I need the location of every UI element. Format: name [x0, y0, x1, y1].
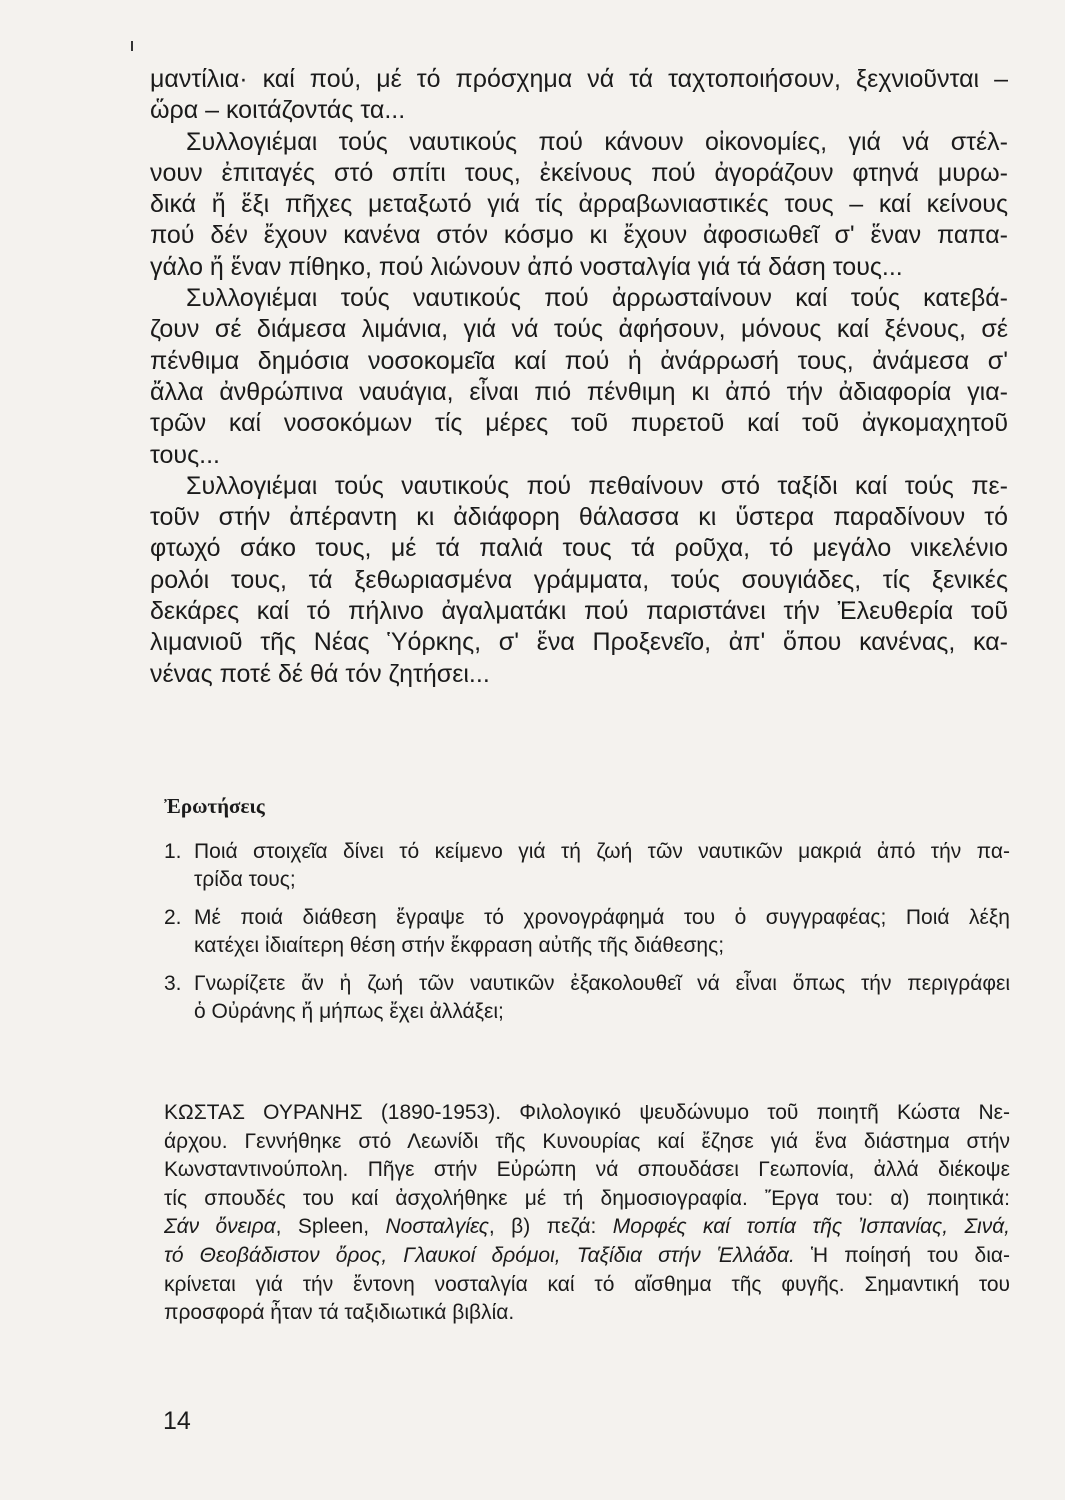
question-line: Μέ ποιά διάθεση ἔγραψε τό χρονογράφημά του ὁ συγγραφέας; Ποιά λέξη: [194, 906, 1010, 929]
question-number: 2.: [164, 906, 182, 929]
text-line: γάλο ἤ ἕναν πίθηκο, πού λιώνουν ἀπό νοσταλγία γιά τά δάση τους...: [150, 252, 903, 281]
text-line: τρῶν καί νοσοκόμων τίς μέρες τοῦ πυρετοῦ καί τοῦ ἀγκομαχητοῦ: [150, 409, 1008, 438]
work-title: Spleen: [297, 1215, 364, 1239]
margin-mark: [131, 41, 133, 51]
text-line: νουν ἐπιταγές στό σπίτι τους, ἐκείνους πού ἀγοράζουν φτηνά μυρω-: [150, 158, 1008, 187]
text-line: Συλλογιέμαι τούς ναυτικούς πού πεθαίνουν στό ταξίδι καί τούς πε-: [186, 471, 1008, 500]
bio-line: [164, 1213, 1010, 1242]
question-line: Γνωρίζετε ἄν ἡ ζωή τῶν ναυτικῶν ἐξακολουθεῖ νά εἶναι ὅπως τήν περιγράφει: [194, 972, 1010, 995]
bio-line: άρχου. Γεννήθηκε στό Λεωνίδι τῆς Κυνουρίας καί ἔζησε γιά ἕνα διάστημα στήν: [164, 1129, 1010, 1153]
question-line: τρίδα τους;: [194, 868, 296, 891]
bio-text: , β) πεζά:: [488, 1215, 613, 1239]
text-line: τους...: [150, 440, 220, 469]
separator: ,: [363, 1215, 386, 1239]
bio-text: Ἡ ποίησή του δια-: [794, 1243, 1010, 1267]
page-number: 14: [163, 1407, 191, 1435]
question-number: 3.: [164, 972, 182, 995]
bio-line: προσφορά ἦταν τά ταξιδιωτικά βιβλία.: [164, 1301, 515, 1325]
text-line: Συλλογιέμαι τούς ναυτικούς πού ἀρρωσταίνουν καί τούς κατεβά-: [186, 284, 1008, 313]
question-line: ὁ Οὐράνης ἤ μήπως ἔχει ἀλλάξει;: [194, 1000, 504, 1023]
bio-line: ΚΩΣΤΑΣ ΟΥΡΑΝΗΣ (1890-1953). Φιλολογικό ψευδώνυμο τοῦ ποιητῆ Κώστα Νε-: [164, 1101, 1010, 1124]
bio-line: κρίνεται γιά τήν ἔντονη νοσταλγία καί τό αἴσθημα τῆς φυγῆς. Σημαντική του: [164, 1272, 1010, 1296]
text-line: μαντίλια· καί πού, μέ τό πρόσχημα νά τά ταχτοποιήσουν, ξεχνιοῦνται –: [150, 65, 1008, 93]
text-line: φτωχό σάκο τους, μέ τά παλιά τους τά ροῦχα, τό μεγάλο νικελένιο: [150, 534, 1008, 563]
text-line: ζουν σέ διάμεσα λιμάνια, γιά νά τούς ἀφήσουν, μόνους καί ξένους, σέ: [150, 315, 1008, 344]
main-text: [150, 64, 1008, 690]
text-line: δεκάρες καί τό πήλινο ἀγαλματάκι πού παριστάνει τήν Ἐλευθερία τοῦ: [150, 597, 1008, 626]
work-title: Σάν ὄνειρα: [164, 1215, 276, 1239]
text-line: πού δέν ἔχουν κανένα στόν κόσμο κι ἔχουν ἀφοσιωθεῖ σ' ἕναν παπα-: [150, 221, 1008, 250]
bio-line: τίς σπουδές του καί ἀσχολήθηκε μέ τή δημοσιογραφία. Ἔργα του: α) ποιητικά:: [164, 1186, 1010, 1210]
separator: ,: [275, 1215, 298, 1239]
question-item: [164, 970, 1010, 1026]
question-line: κατέχει ἰδιαίτερη θέση στήν ἔκφραση αὐτῆς τῆς διάθεσης;: [194, 934, 725, 957]
questions-heading: Ἐρωτήσεις: [164, 794, 265, 818]
work-title: Νοσταλγίες: [385, 1215, 489, 1239]
author-bio: [164, 1099, 1010, 1328]
work-title: τό Θεοβάδιστον ὄρος, Γλαυκοί δρόμοι, Ταξίδια στήν Ἑλλάδα.: [164, 1243, 795, 1267]
bio-line: [164, 1242, 1010, 1271]
text-line: Συλλογιέμαι τούς ναυτικούς πού κάνουν οἰκονομίες, γιά νά στέλ-: [186, 127, 1008, 156]
text-line: ὥρα – κοιτάζοντάς τα...: [150, 96, 406, 125]
text-line: πένθιμα δημόσια νοσοκομεῖα καί πού ἡ ἀνάρρωσή τους, ἀνάμεσα σ': [150, 346, 1008, 375]
text-line: νένας ποτέ δέ θά τόν ζητήσει...: [150, 659, 490, 688]
text-line: ρολόι τους, τά ξεθωριασμένα γράμματα, τούς σουγιάδες, τίς ξενικές: [150, 565, 1008, 594]
question-number: 1.: [164, 840, 182, 863]
question-item: [164, 904, 1010, 960]
question-item: [164, 838, 1010, 894]
text-line: τοῦν στήν ἀπέραντη κι ἀδιάφορη θάλασσα κι ὕστερα παραδίνουν τό: [150, 503, 1008, 532]
question-line: Ποιά στοιχεῖα δίνει τό κείμενο γιά τή ζωή τῶν ναυτικῶν μακριά ἀπό τήν πα-: [194, 840, 1010, 863]
questions-list: [164, 838, 1010, 1036]
work-title: Μορφές καί τοπία τῆς Ἰσπανίας, Σινά,: [612, 1215, 1011, 1239]
bio-line: Κωνσταντινούπολη. Πῆγε στήν Εὐρώπη νά σπουδάσει Γεωπονία, ἀλλά διέκοψε: [164, 1158, 1010, 1182]
text-line: λιμανιοῦ τῆς Νέας Ὑόρκης, σ' ἕνα Προξενεῖο, ἀπ' ὅπου κανένας, κα-: [150, 628, 1008, 657]
text-line: ἄλλα ἀνθρώπινα ναυάγια, εἶναι πιό πένθιμη κι ἀπό τήν ἀδιαφορία για-: [150, 377, 1008, 406]
text-line: δικά ἤ ἕξι πῆχες μεταξωτό γιά τίς ἀρραβωνιαστικές τους – καί κείνους: [150, 190, 1008, 219]
